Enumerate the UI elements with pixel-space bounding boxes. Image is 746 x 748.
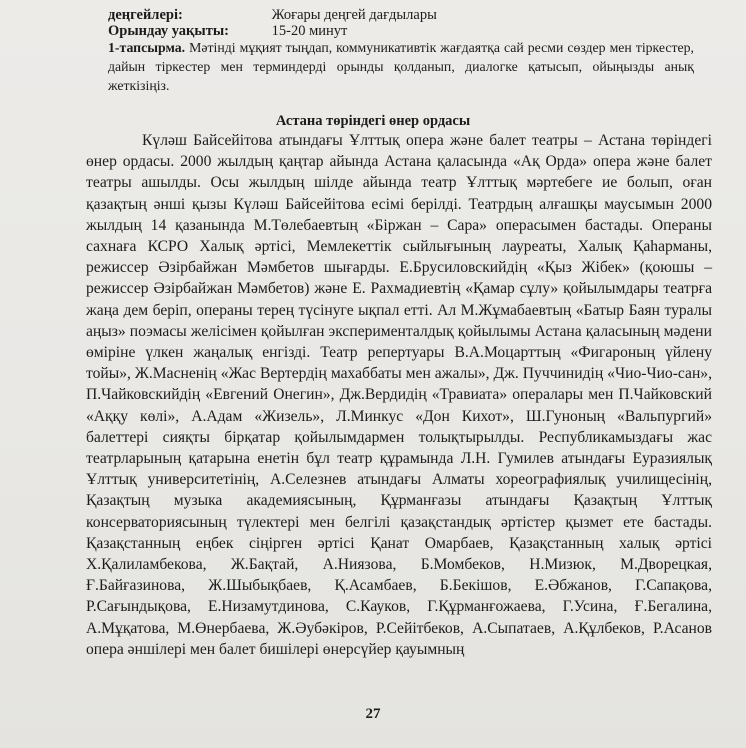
page-number: 27: [365, 706, 381, 722]
article-title: Астана төріндегі өнер ордасы: [275, 113, 471, 129]
task-paragraph: [108, 38, 694, 95]
task-label: 1-тапсырма.: [108, 40, 186, 55]
level-label: деңгейлері:: [108, 7, 183, 23]
task-text: Мәтінді мұқият тыңдап, коммуникативтік жағдаятқа сай ресми сөздер мен тіркестер, дайын тіркестер мен терминдерді орынды қолданып, диалогке қатысып, ойыңызды анық жеткізіңіз.: [108, 40, 695, 93]
time-value: 15-20 минут: [271, 23, 348, 39]
level-value: Жоғары деңгей дағдылары: [271, 7, 437, 23]
time-label: Орындау уақыты:: [108, 23, 229, 39]
article-body: Күләш Байсейітова атындағы Ұлттық опера және балет театры – Астана төріндегі өнер ордасы. 2000 жылдың қаңтар айында Астана қаласында «Ақ Орда» опера және балет театры ашылды. Осы жылдың шілде айында театр Ұлттық мәртебеге ие болып, оған қазақтың әнші қызы Күләш Байсейітова есімі берілді. Театрдың алғашқы маусымын 2000 жылдың 14 қазанында М.Төлебаевтың «Біржан – Сара» операсымен бастады. Операны сахнаға КСРО Халық әртісі, Мемлекеттік сыйлығының лауреаты, Халық Қаһарманы, режиссер Әзірбайжан Мәмбетов шығарды. Е.Брусиловскийдің «Қыз Жібек» (қоюшы – режиссер Әзірбайжан Мәмбетов) және Е. Рахмадиевтің «Қамар сұлу» қойылымдары театрға жаңа дем беріп, операны терең түсінуге ықпал етті. Ал М.Жұмабаевтың «Батыр Баян туралы аңыз» поэмасы желісімен қойылған эксперименталдық қойылымы Астана қаласының мәдени өміріне үлкен жаңалық енгізді. Театр репертуары В.А.Моцарттың «Фигароның үйлену тойы», Ж.Масненің «Жас Вертердің махаббаты мен ажалы», Дж. Пуччинидің «Чио-Чио-сан», П.Чайковскийдің «Евгений Онегин», Дж.Вердидің «Травиата» опералары мен П.Чайковский «Аққу көлі», А.Адам «Жизель», Л.Минкус «Дон Кихот», Ш.Гуноның «Вальпургий» балеттері сияқты бірқатар қойылымдармен толықтырылды. Республикамыздағы жас театрларының қатарына енетін бұл театр құрамында Л.Н. Гумилев атындағы Еуразиялық Ұлттық университетінің, А.Селезнев атындағы Алматы хореографиялық училищесінің, Қазақтың музыка академиясының, Құрманғазы атындағы Қазақтың Ұлттық консерваториясының түлектері мен белгілі қазақстандық әртістер қызмет ете бастады. Қазақстанның еңбек сіңірген әртісі Қанат Омарбаев, Қазақстанның халық әртісі Х.Қалиламбекова, Ж.Бақтай, А.Ниязова, Б.Момбеков, Н.Мизюк, М.Дворецкая, Ғ.Байғазинова, Ж.Шыбықбаев, Қ.Асамбаев, Б.Бекішов, Е.Әбжанов, Г.Сапақова, Р.Сағындықова, Е.Низамутдинова, С.Кауков, Г.Құрманғожаева, Г.Усина, Ғ.Бегалина, А.Мұқатова, М.Өнербаева, Ж.Әубәкіров, Р.Сейітбеков, А.Сыпатаев, А.Құлбеков, Р.Асанов опера әншілері мен балет бишілері өнерсүйер қауымның: [86, 132, 712, 658]
